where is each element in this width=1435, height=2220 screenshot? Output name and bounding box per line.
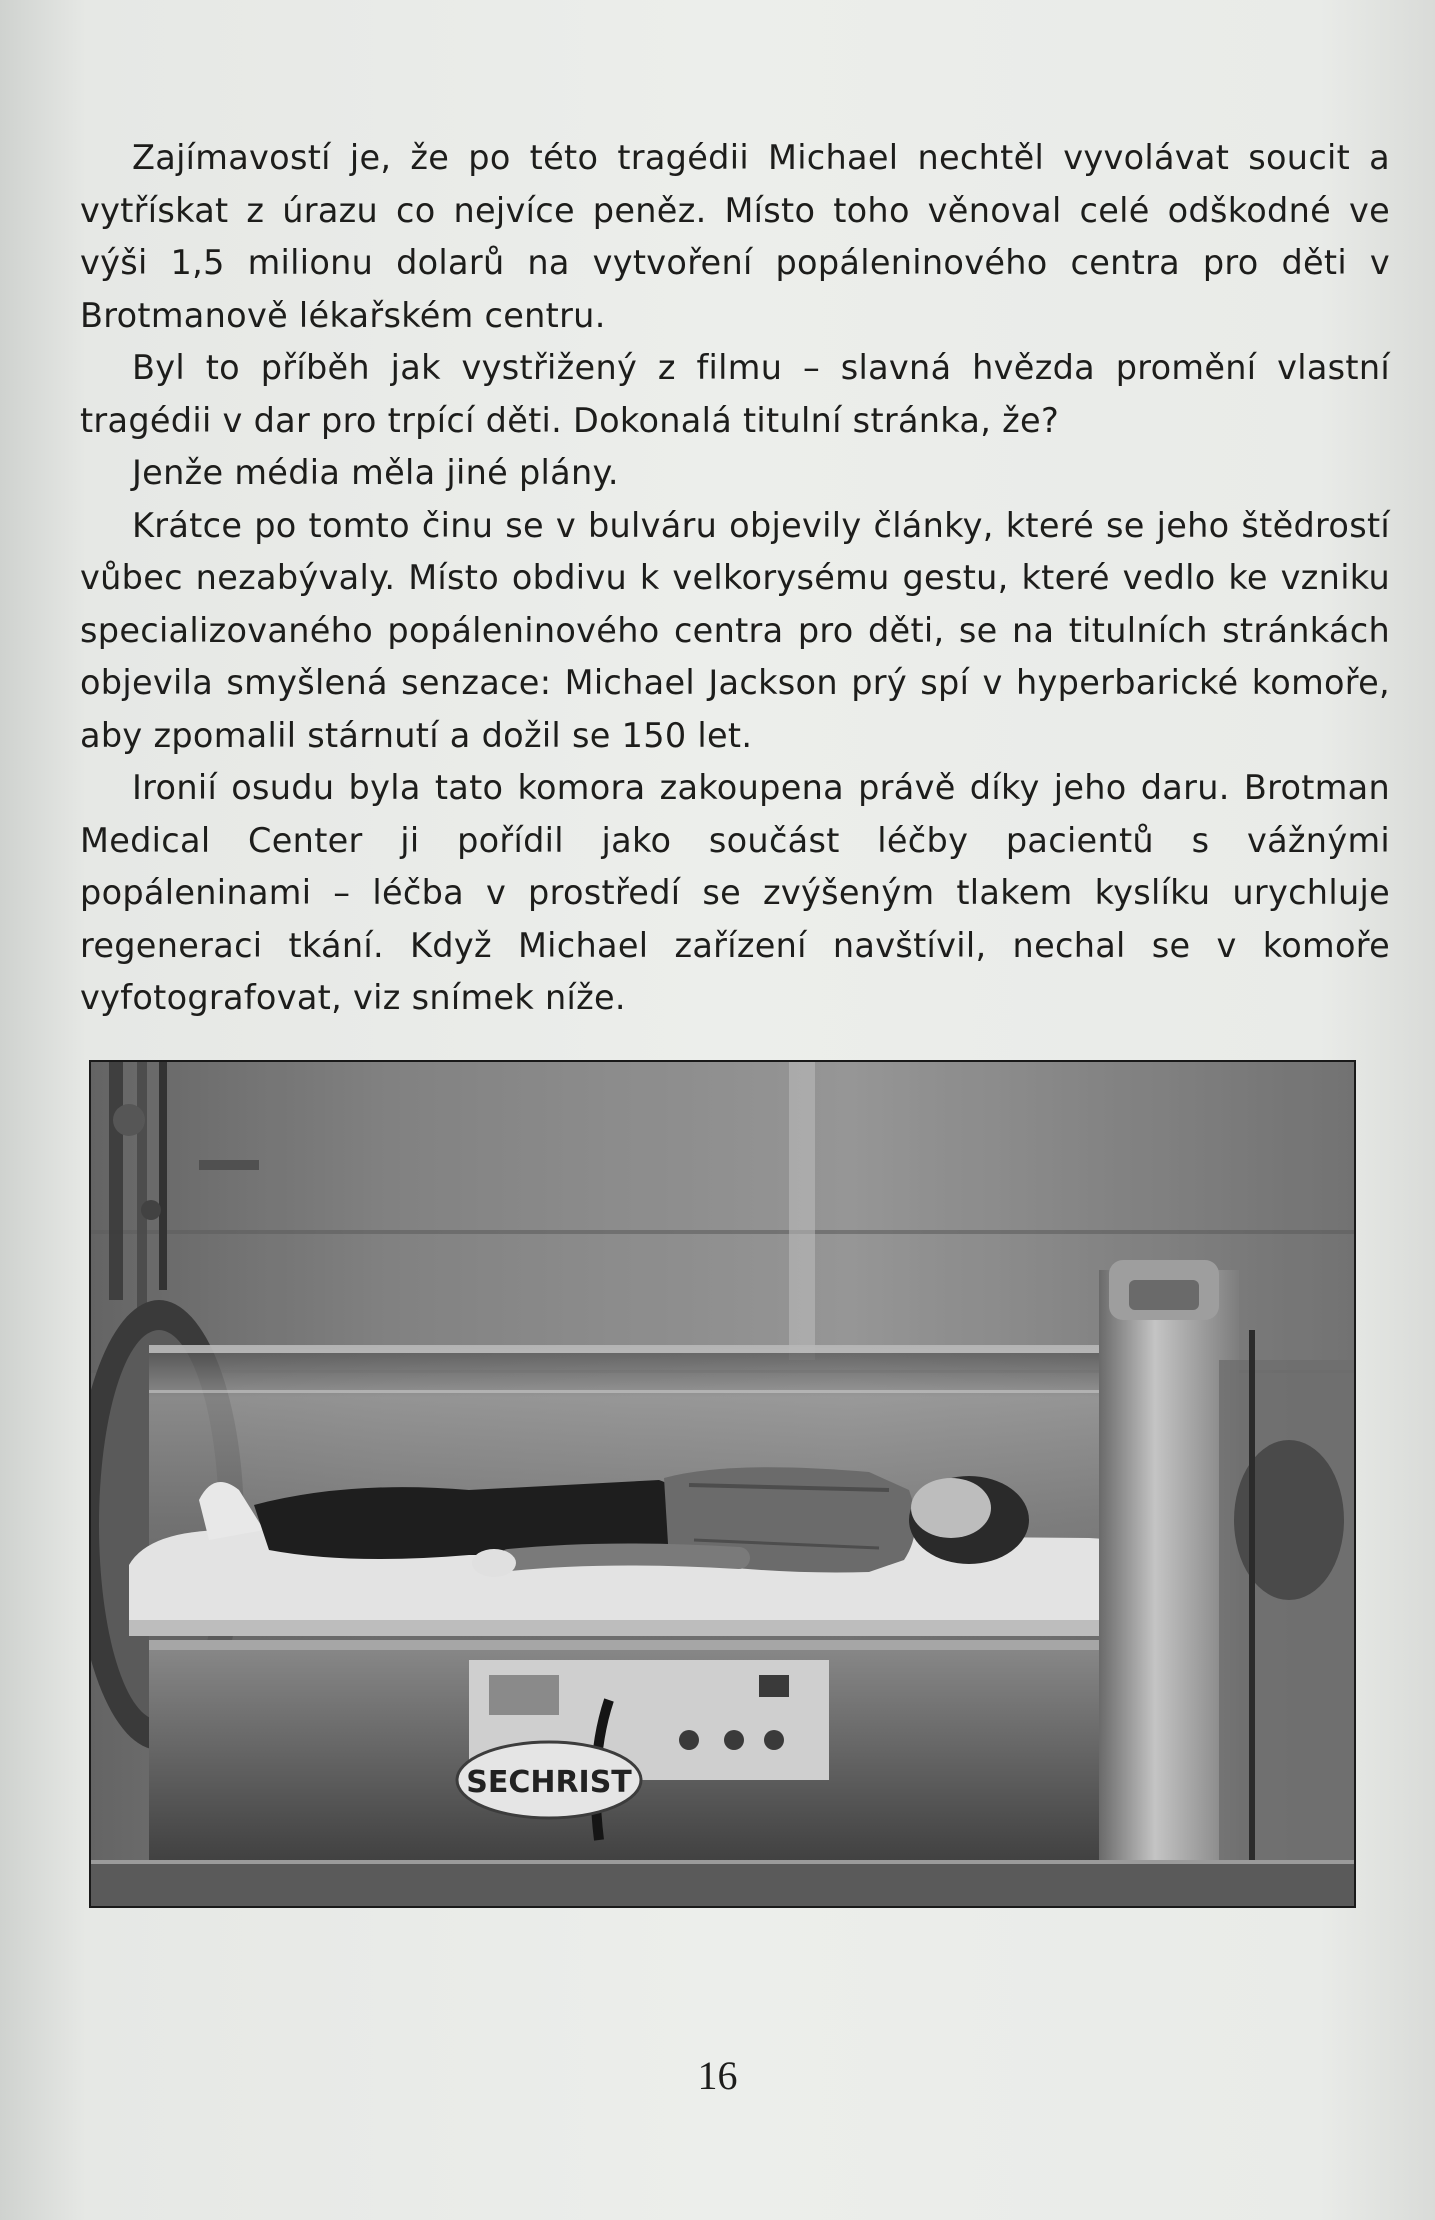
paragraph-5: Ironií osudu byla tato komora zakoupena právě díky jeho daru. Brotman Medical Center ji pořídil jako součást léčby pacientů s vážnými popáleninami – léčba v prostředí se zvýšeným tlakem kyslíku urychluje regeneraci tkání. Když Michael zařízení navštívil, nechal se v komoře vyfotografovat, viz snímek níže.	[80, 768, 1390, 1017]
page-number: 16	[697, 2053, 738, 2098]
device-brand: SECHRIST	[466, 1765, 632, 1800]
chamber-frame	[1099, 1270, 1239, 1900]
body-text	[80, 132, 1390, 1025]
paragraph-2: Byl to příběh jak vystřižený z filmu – slavná hvězda promění vlastní tragédii v dar pro trpící děti. Dokonalá titulní stránka, že?	[80, 348, 1390, 440]
paragraph-3: Jenže média měla jiné plány.	[132, 453, 619, 492]
hyperbaric-chamber-photo	[89, 1060, 1356, 1908]
photo-illustration	[89, 1060, 1356, 1908]
paragraph-4: Krátce po tomto činu se v bulváru objevily články, které se jeho štědrostí vůbec nezabývaly. Místo obdivu k velkorysému gestu, které vedlo ke vzniku specializovaného popáleninového centra pro děti, se na titulních stránkách objevila smyšlená senzace: Michael Jackson prý spí v hyperbarické komoře, aby zpomalil stárnutí a dožil se 150 let.	[80, 505, 1390, 755]
paragraph-1: Zajímavostí je, že po této tragédii Michael nechtěl vyvolávat soucit a vytřískat z úrazu co nejvíce peněz. Místo toho věnoval celé odškodné ve výši 1,5 milionu dolarů na vytvoření popáleninového centra pro děti v Brotmanově lékařském centru.	[80, 138, 1390, 335]
